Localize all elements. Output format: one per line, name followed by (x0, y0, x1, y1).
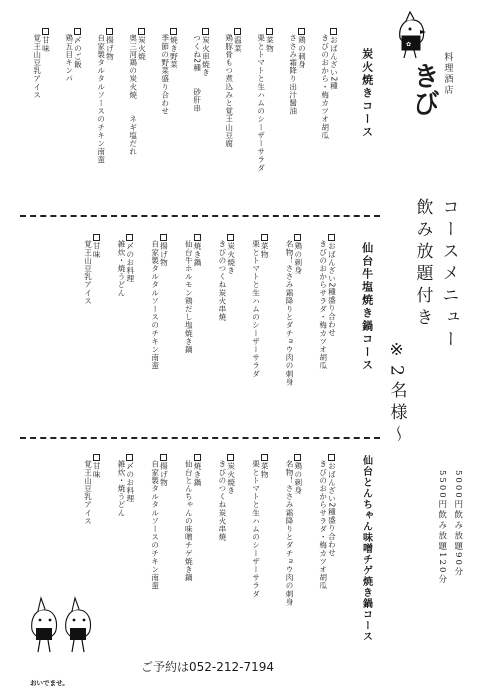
menu-item-label: 〆のお料理 (125, 462, 135, 503)
menu-item-name (233, 28, 242, 147)
menu-item-desc: 自家製タルタルソースのチキン南蛮 (150, 240, 160, 370)
checkbox-icon (328, 234, 335, 241)
menu-item (251, 234, 268, 378)
menu-item-desc: 名物！ささみ霜降りとダチョウ肉の刺身 (285, 240, 295, 386)
menu-item-desc: 覚王山豆乳アイス (32, 34, 42, 99)
menu-item-name (41, 28, 50, 99)
menu-item-label: 〆のお料理 (125, 242, 135, 283)
checkbox-icon (330, 28, 337, 35)
menu-item-name (260, 234, 269, 378)
menu-item-label: 揚げ物 (159, 242, 169, 267)
menu-item-desc: 栗とトマトと生ハムのシーザーサラダ (251, 460, 261, 598)
checkbox-icon (126, 454, 133, 461)
mascot-illustration (392, 8, 442, 63)
checkbox-icon (266, 28, 273, 35)
menu-item-label: 甘味 (92, 242, 102, 259)
menu-item (150, 454, 167, 590)
menu-item-label: 焼き鍋 (193, 242, 203, 267)
checkbox-icon (42, 28, 49, 35)
menu-item-label: おばんざい2種盛り合わせ (327, 242, 337, 337)
menu-item-label: おばんざい2種 (329, 36, 339, 90)
menu-item-label: 炭火串焼き (201, 36, 211, 77)
menu-item (116, 454, 133, 517)
menu-item (224, 28, 241, 147)
menu-item (192, 28, 209, 112)
menu-item-name (192, 234, 201, 353)
menu-title-3: ※2名様〜 (386, 340, 407, 447)
menu-item (160, 28, 177, 115)
menu-item-name (169, 28, 178, 115)
menu-item (217, 234, 234, 321)
menu-item (96, 28, 113, 164)
menu-item-label: 炭火焼き (226, 242, 236, 275)
menu-item (284, 234, 301, 386)
menu-item-desc: 名物！ささみ霜降りとダチョウ肉の刺身 (285, 460, 295, 606)
checkbox-icon (194, 454, 201, 461)
menu-item (184, 234, 201, 353)
checkbox-icon (294, 234, 301, 241)
checkbox-icon (93, 234, 100, 241)
menu-item-label: 菜物 (260, 462, 270, 479)
menu-item (150, 234, 167, 370)
menu-item-desc: 鶏五目キンパ (64, 34, 74, 83)
checkbox-icon (170, 28, 177, 35)
menu-item (251, 454, 268, 598)
menu-item (32, 28, 49, 99)
checkbox-icon (126, 234, 133, 241)
checkbox-icon (106, 28, 113, 35)
menu-item-desc: きびのおからサラダ・梅カツオ胡瓜 (318, 240, 328, 370)
menu-item (256, 28, 273, 172)
menu-item-name (125, 234, 134, 297)
checkbox-icon (93, 454, 100, 461)
menu-item-label: 甘味 (92, 462, 102, 479)
menu-item (83, 454, 100, 525)
menu-item (184, 454, 201, 582)
divider-1 (20, 215, 380, 217)
menu-item-desc: 覚王山豆乳アイス (83, 240, 93, 305)
menu-item-name (265, 28, 274, 172)
price-90: 5000円飲み放題90分 (452, 470, 463, 578)
menu-item-label: 炭火焼き (226, 462, 236, 495)
checkbox-icon (160, 454, 167, 461)
checkbox-icon (74, 28, 81, 35)
menu-item-desc: きびのおから・梅カツオ胡瓜 (320, 34, 330, 140)
menu-item-desc: 奥三河鶏の炭火焼 ネギ塩だれ (128, 34, 138, 156)
menu-item (128, 28, 145, 156)
menu-title-2: 飲み放題付き (412, 198, 433, 330)
menu-item-label: 揚げ物 (159, 462, 169, 487)
checkbox-icon (234, 28, 241, 35)
menu-item (318, 454, 335, 590)
menu-item (217, 454, 234, 541)
course-1-title: 炭火焼きコース (360, 48, 374, 139)
menu-item-desc: 仙台とんちゃんの味噌チゲ焼き鍋 (184, 460, 194, 582)
menu-item (284, 454, 301, 606)
menu-item-desc: つくね2種 砂肝串 (192, 34, 202, 113)
menu-item-desc: 覚王山豆乳アイス (83, 460, 93, 525)
menu-item-label: 鶏の刺身 (293, 242, 303, 275)
menu-item-name (137, 28, 146, 156)
menu-item-desc: 雑炊・焼うどん (117, 240, 127, 297)
menu-item-name (105, 28, 114, 164)
menu-item (83, 234, 100, 305)
menu-item-name (260, 454, 269, 598)
menu-item-name (73, 28, 82, 83)
checkbox-icon (261, 234, 268, 241)
menu-item-name (125, 454, 134, 517)
menu-item-label: 菜物 (265, 36, 275, 53)
menu-item-name (226, 234, 235, 321)
menu-item-desc: 栗とトマトと生ハムのシーザーサラダ (251, 240, 261, 378)
menu-item-name (327, 454, 336, 590)
checkbox-icon (227, 454, 234, 461)
menu-item-label: 焼き野菜 (169, 36, 179, 69)
checkbox-icon (328, 454, 335, 461)
checkbox-icon (194, 234, 201, 241)
menu-item (320, 28, 337, 139)
menu-item-desc: ささみ霜降り出汁醤油 (288, 34, 298, 115)
menu-item-label: 揚げ物 (105, 36, 115, 61)
menu-item-name (92, 234, 101, 305)
menu-item (318, 234, 335, 370)
menu-item-label: おばんざい2種盛り合わせ (327, 462, 337, 557)
menu-item-desc: 雑炊・焼うどん (117, 460, 127, 517)
checkbox-icon (138, 28, 145, 35)
divider-2 (20, 437, 380, 439)
checkbox-icon (202, 28, 209, 35)
svg-text:✿: ✿ (406, 41, 412, 48)
checkbox-icon (227, 234, 234, 241)
shop-name: きび (408, 62, 440, 116)
menu-item-name (159, 454, 168, 590)
menu-item-name (226, 454, 235, 541)
checkbox-icon (160, 234, 167, 241)
menu-item-name (293, 234, 302, 386)
menu-item-label: 菜物 (260, 242, 270, 259)
menu-item-name (92, 454, 101, 525)
menu-title-1: コースメニュー (438, 198, 459, 352)
menu-item-name (327, 234, 336, 370)
menu-item-name (293, 454, 302, 606)
menu-item-desc: 自家製タルタルソースのチキン南蛮 (150, 460, 160, 590)
checkbox-icon (294, 454, 301, 461)
menu-item (116, 234, 133, 297)
mascot-caption: おいでませ。 (30, 679, 69, 687)
reservation-phone: ご予約は052-212-7194 (141, 660, 275, 674)
menu-item-label: 鶏の刺身 (293, 462, 303, 495)
checkbox-icon (261, 454, 268, 461)
mascot-pair-illustration (26, 590, 106, 675)
menu-item-name (192, 454, 201, 582)
menu-item-name (297, 28, 306, 115)
menu-item-desc: きびのおからサラダ・梅カツオ胡瓜 (318, 460, 328, 590)
menu-item-desc: 自家製タルタルソースのチキン南蛮 (96, 34, 106, 164)
menu-item-desc: 季節の野菜盛り合わせ (160, 34, 170, 115)
menu-item-label: 炭火焼 (137, 36, 147, 61)
menu-item-desc: 栗とトマトと生ハムのシーザーサラダ (256, 34, 266, 172)
menu-item-label: 焼き鍋 (193, 462, 203, 487)
menu-item-label: 甘味 (41, 36, 51, 53)
course-2-title: 仙台牛塩焼き鍋コース (360, 242, 374, 372)
course-3-title: 仙台とんちゃん味噌チゲ焼き鍋コース (360, 455, 372, 642)
menu-item-desc: きびのつくね炭火串焼 (217, 240, 227, 321)
menu-item-label: 温菜 (233, 36, 243, 53)
checkbox-icon (298, 28, 305, 35)
shop-subtitle: 料理酒店 (442, 52, 453, 96)
menu-item (64, 28, 81, 83)
menu-item-name (329, 28, 338, 139)
menu-item-label: 鶏の刺身 (297, 36, 307, 69)
menu-item-desc: きびのつくね炭火串焼 (217, 460, 227, 541)
menu-item-label: 〆のご飯 (73, 36, 83, 69)
price-120: 5500円飲み放題120分 (436, 470, 447, 585)
menu-item-desc: 仙台牛ホルモン鶏だし塩焼き鍋 (184, 240, 194, 354)
menu-item-desc: 鶏豚骨もつ煮込みと覚王山豆腐 (224, 34, 234, 148)
menu-item-name (201, 28, 210, 112)
menu-item-name (159, 234, 168, 370)
menu-item (288, 28, 305, 115)
